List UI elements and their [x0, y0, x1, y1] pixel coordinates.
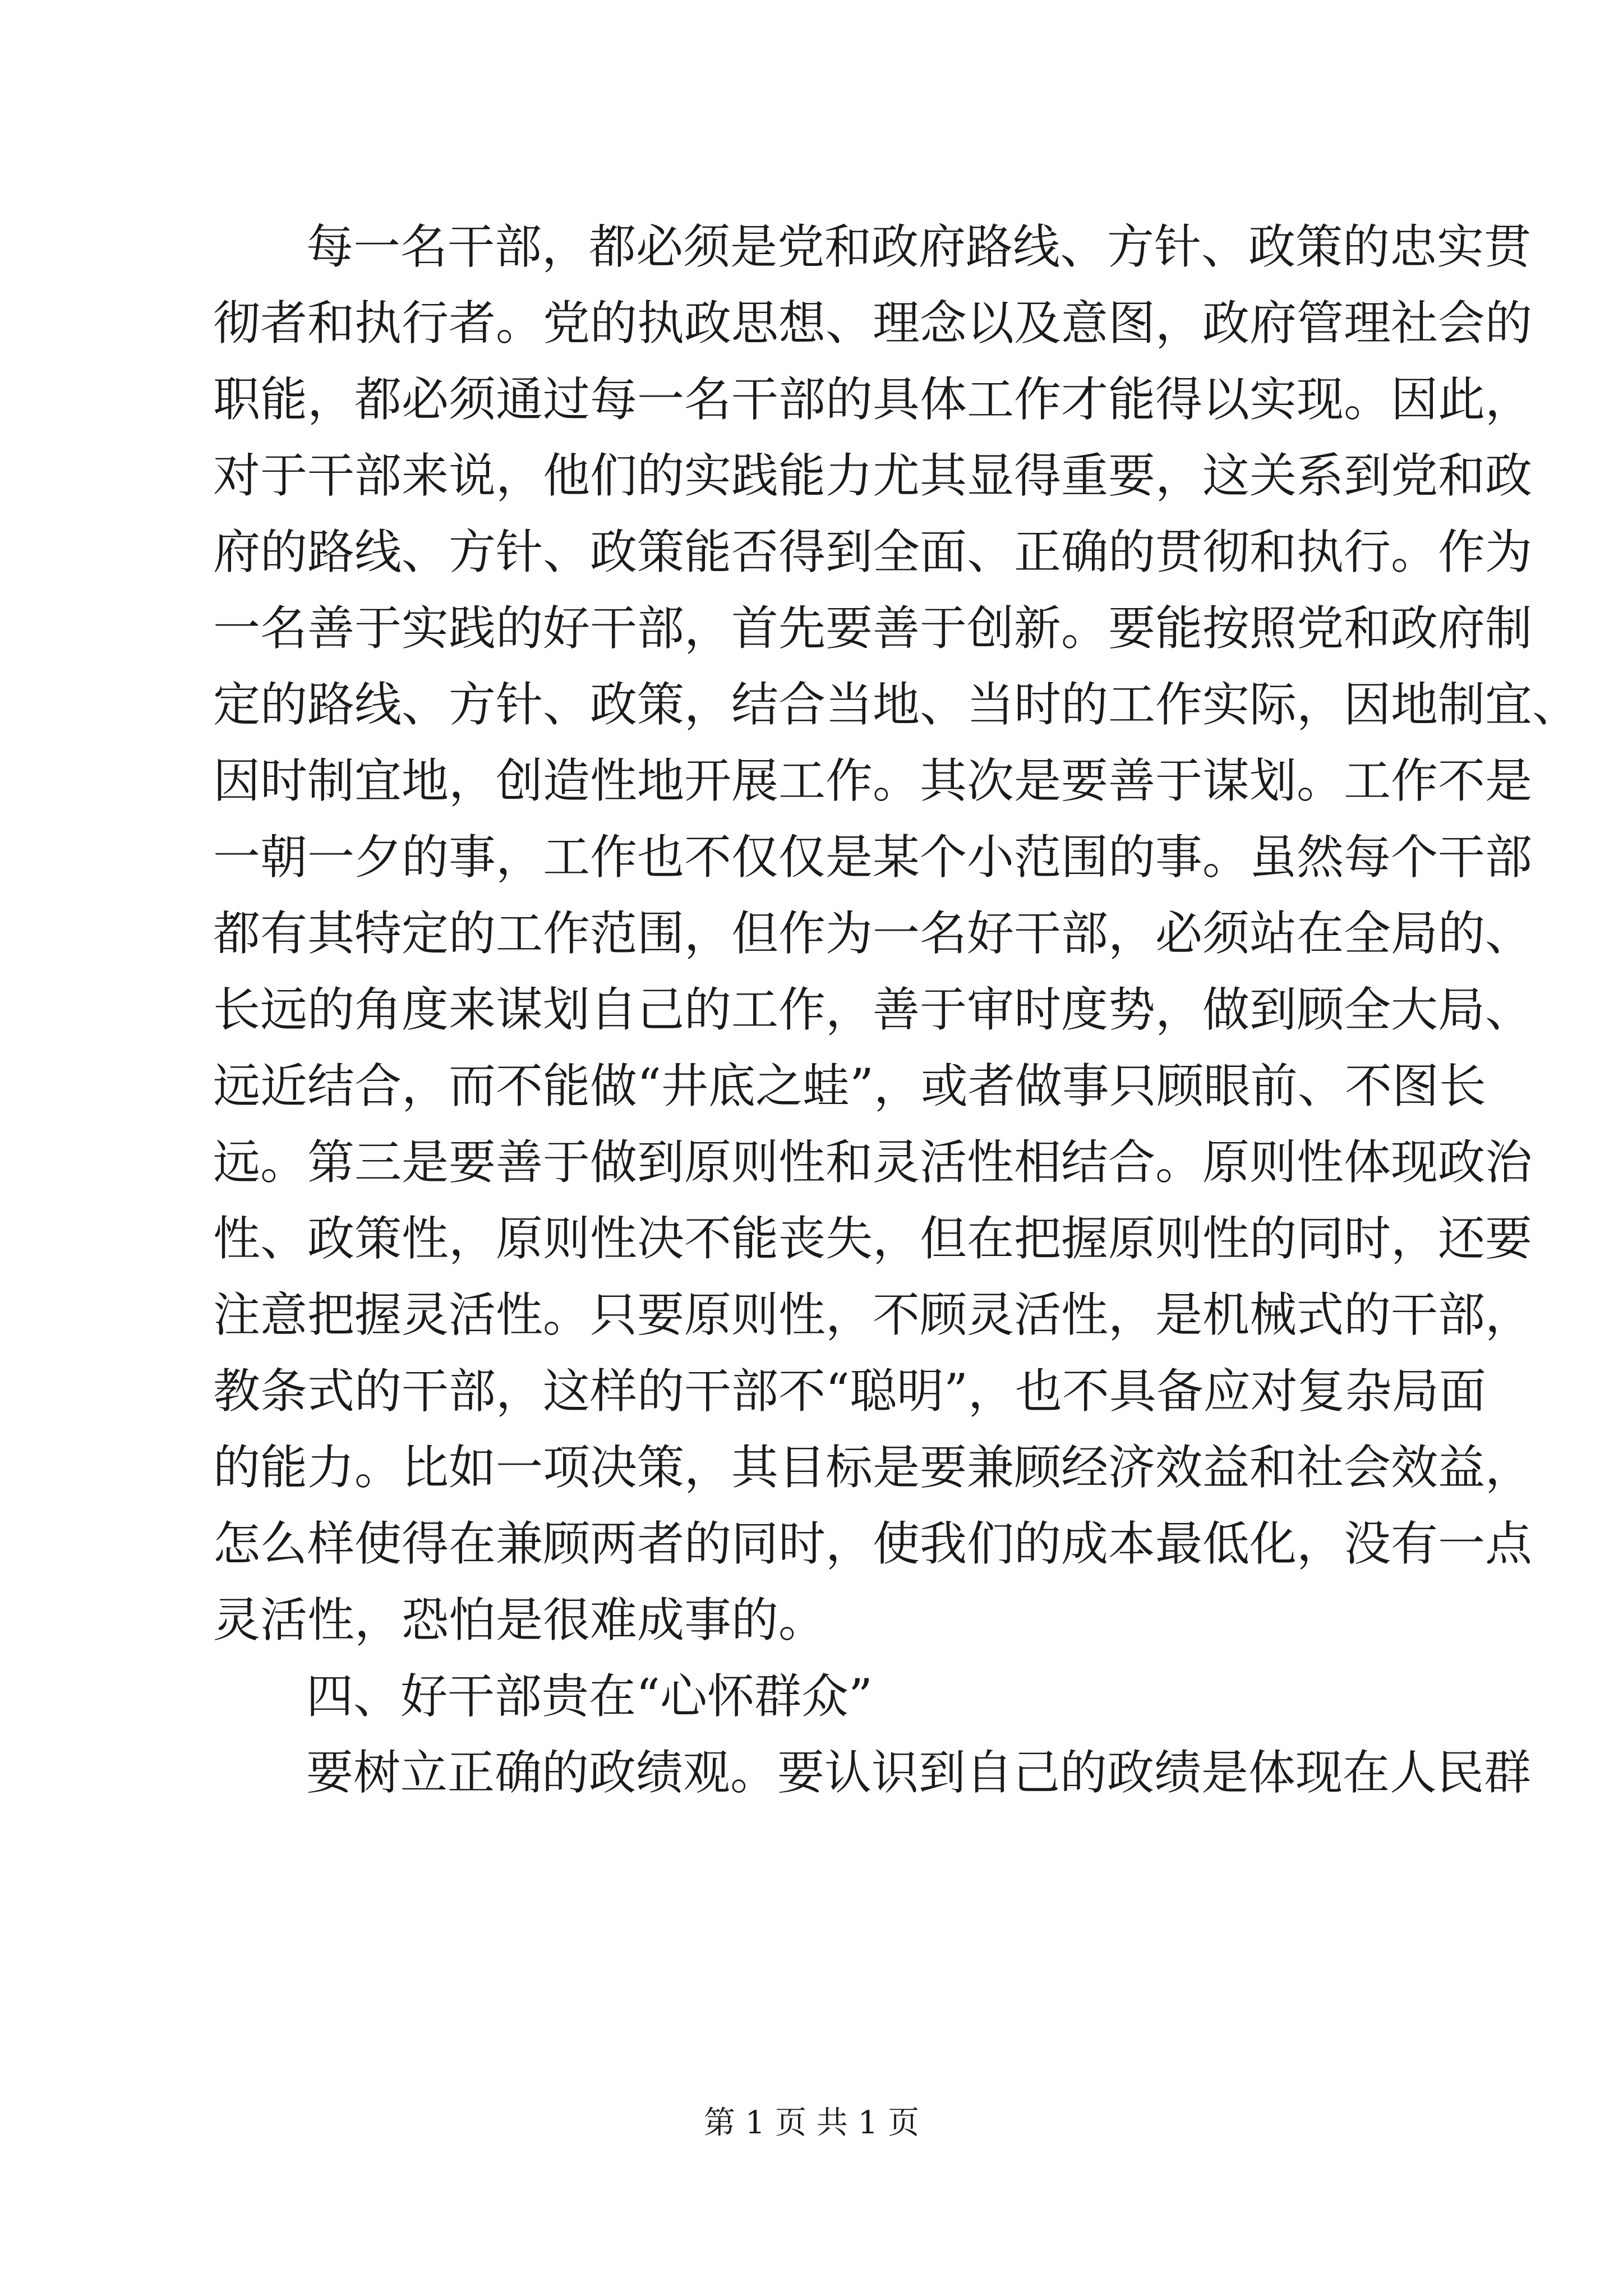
paragraph-line: 对于干部来说，他们的实践能力尤其显得重要，这关系到党和政: [213, 448, 1533, 503]
page-footer: [0, 2101, 1623, 2146]
paragraph-line: 远近结合，而不能做“井底之蛙”，或者做事只顾眼前、不图长: [213, 1059, 1486, 1114]
paragraph-line: 一名善于实践的好干部，首先要善于创新。要能按照党和政府制: [213, 601, 1533, 656]
paragraph-line: 定的路线、方针、政策，结合当地、当时的工作实际，因地制宜、: [213, 677, 1580, 732]
paragraph-line: 怎么样使得在兼顾两者的同时，使我们的成本最低化，没有一点: [213, 1516, 1533, 1571]
page-number: 第 1 页 共 1 页: [703, 2105, 920, 2141]
paragraph-line: 教条式的干部，这样的干部不“聪明”，也不具备应对复杂局面: [213, 1364, 1486, 1419]
paragraph-line: 都有其特定的工作范围，但作为一名好干部，必须站在全局的、: [213, 906, 1533, 961]
paragraph-line: 职能，都必须通过每一名干部的具体工作才能得以实现。因此，: [213, 372, 1533, 427]
paragraph-line: 一朝一夕的事，工作也不仅仅是某个小范围的事。虽然每个干部: [213, 830, 1533, 885]
paragraph-line: 性、政策性，原则性决不能丧失，但在把握原则性的同时，还要: [213, 1211, 1533, 1266]
paragraph-line: 彻者和执行者。党的执政思想、理念以及意图，政府管理社会的: [213, 296, 1533, 351]
section-heading: 四、好干部贵在“心怀群众”: [306, 1669, 873, 1724]
paragraph-line: 灵活性，恐怕是很难成事的。: [213, 1593, 826, 1648]
paragraph-line: 府的路线、方针、政策能否得到全面、正确的贯彻和执行。作为: [213, 524, 1533, 579]
paragraph-line: 远。第三是要善于做到原则性和灵活性相结合。原则性体现政治: [213, 1135, 1533, 1190]
paragraph-line: 注意把握灵活性。只要原则性，不顾灵活性，是机械式的干部，: [213, 1287, 1533, 1342]
paragraph-line: 每一名干部，都必须是党和政府路线、方针、政策的忠实贯: [306, 219, 1532, 274]
paragraph-line: 要树立正确的政绩观。要认识到自己的政绩是体现在人民群: [306, 1745, 1532, 1800]
paragraph-line: 因时制宜地，创造性地开展工作。其次是要善于谋划。工作不是: [213, 753, 1533, 808]
paragraph-line: 的能力。比如一项决策，其目标是要兼顾经济效益和社会效益，: [213, 1440, 1533, 1495]
paragraph-line: 长远的角度来谋划自己的工作，善于审时度势，做到顾全大局、: [213, 982, 1533, 1037]
